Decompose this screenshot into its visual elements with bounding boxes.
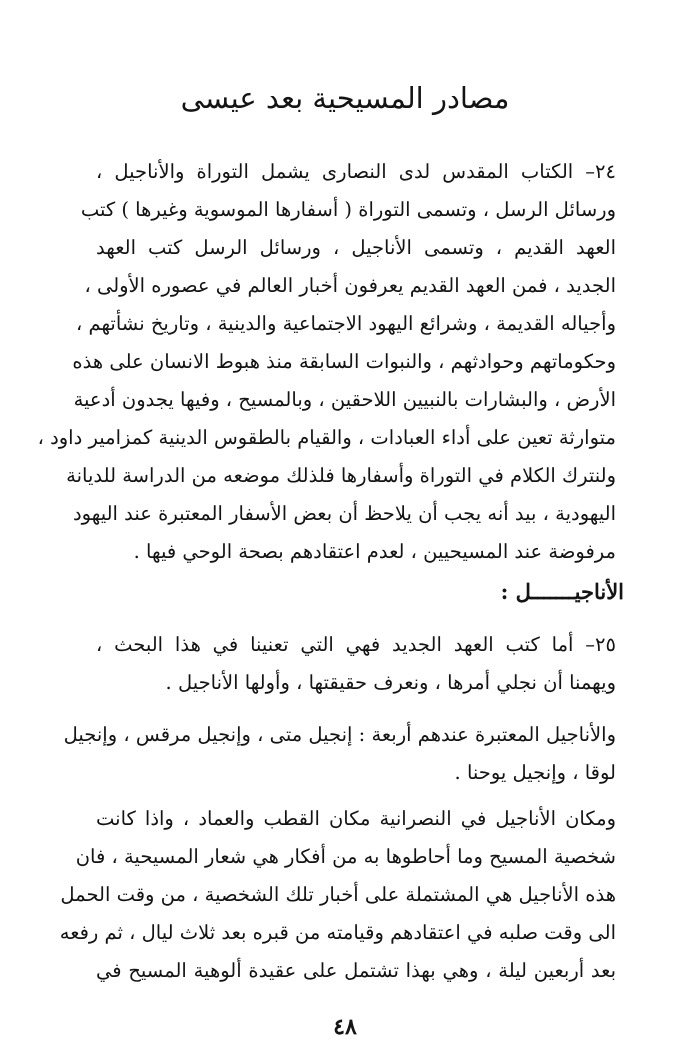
text-line: ورسائل الرسل ، وتسمى التوراة ( أسفارها الموسوية وغيرها ) كتب bbox=[80, 198, 616, 221]
section-heading: الأناجيـــــــل : bbox=[500, 579, 624, 604]
text-line: الى وقت صلبه في اعتقادهم وقيامته من قبره بعد ثلاث ليال ، ثم رفعه bbox=[59, 921, 616, 944]
text-line: بعد أربعين ليلة ، وهي بهذا تشتمل على عقيدة ألوهية المسيح في bbox=[96, 959, 616, 982]
text-line: ٢٤– الكتاب المقدس لدى النصارى يشمل التوراة والأناجيل ، bbox=[96, 160, 616, 183]
text-line: متوارثة تعين على أداء العبادات ، والقيام بالطقوس الدينية كمزامير داود ، bbox=[37, 426, 616, 449]
paragraph-24 bbox=[37, 153, 616, 571]
text-line: وأجياله القديمة ، وشرائع اليهود الاجتماعية والدينية ، وتاريخ نشأتهم ، bbox=[75, 312, 616, 335]
text-line: وحكوماتهم وحوادثهم ، والنبوات السابقة منذ هبوط الانسان على هذه bbox=[72, 350, 616, 373]
text-line: ٢٥– أما كتب العهد الجديد فهي التي تعنينا في هذا البحث ، bbox=[96, 633, 616, 656]
text-line: شخصية المسيح وما أحاطوها به من أفكار هي شعار المسيحية ، فان bbox=[75, 845, 616, 868]
text-line: ويهمنا أن نجلي أمرها ، ونعرف حقيقتها ، وأولها الأناجيل . bbox=[165, 671, 616, 694]
text-line: مرفوضة عند المسيحيين ، لعدم اعتقادهم بصحة الوحي فيها . bbox=[133, 540, 616, 563]
text-line: والأناجيل المعتبرة عندهم أربعة : إنجيل متى ، وإنجيل مرقس ، وإنجيل bbox=[63, 723, 616, 746]
text-line: الجديد ، فمن العهد القديم يعرفون أخبار العالم في عصوره الأولى ، bbox=[84, 274, 616, 297]
text-line: ولنترك الكلام في التوراة وأسفارها فلذلك موضعه من الدراسة للديانة bbox=[66, 464, 616, 487]
text-line: العهد القديم ، وتسمى الأناجيل ، ورسائل الرسل كتب العهد bbox=[96, 236, 616, 259]
text-line: لوقا ، وإنجيل يوحنا . bbox=[454, 761, 616, 784]
paragraph-place bbox=[59, 800, 616, 990]
text-line: ومكان الأناجيل في النصرانية مكان القطب والعماد ، واذا كانت bbox=[96, 807, 616, 830]
page-title: مصادر المسيحية بعد عيسى bbox=[180, 81, 510, 115]
page-number: ٤٨ bbox=[333, 1014, 357, 1040]
text-line: الأرض ، والبشارات بالنبيين اللاحقين ، وبالمسيح ، وفيها يجدون أدعية bbox=[73, 388, 616, 411]
text-line: اليهودية ، بيد أنه يجب أن يلاحظ أن بعض الأسفار المعتبرة عند اليهود bbox=[72, 502, 616, 525]
paragraph-gospels bbox=[63, 716, 616, 792]
text-line: هذه الأناجيل هي المشتملة على أخبار تلك الشخصية ، من وقت الحمل bbox=[60, 883, 616, 906]
paragraph-25 bbox=[96, 626, 616, 702]
